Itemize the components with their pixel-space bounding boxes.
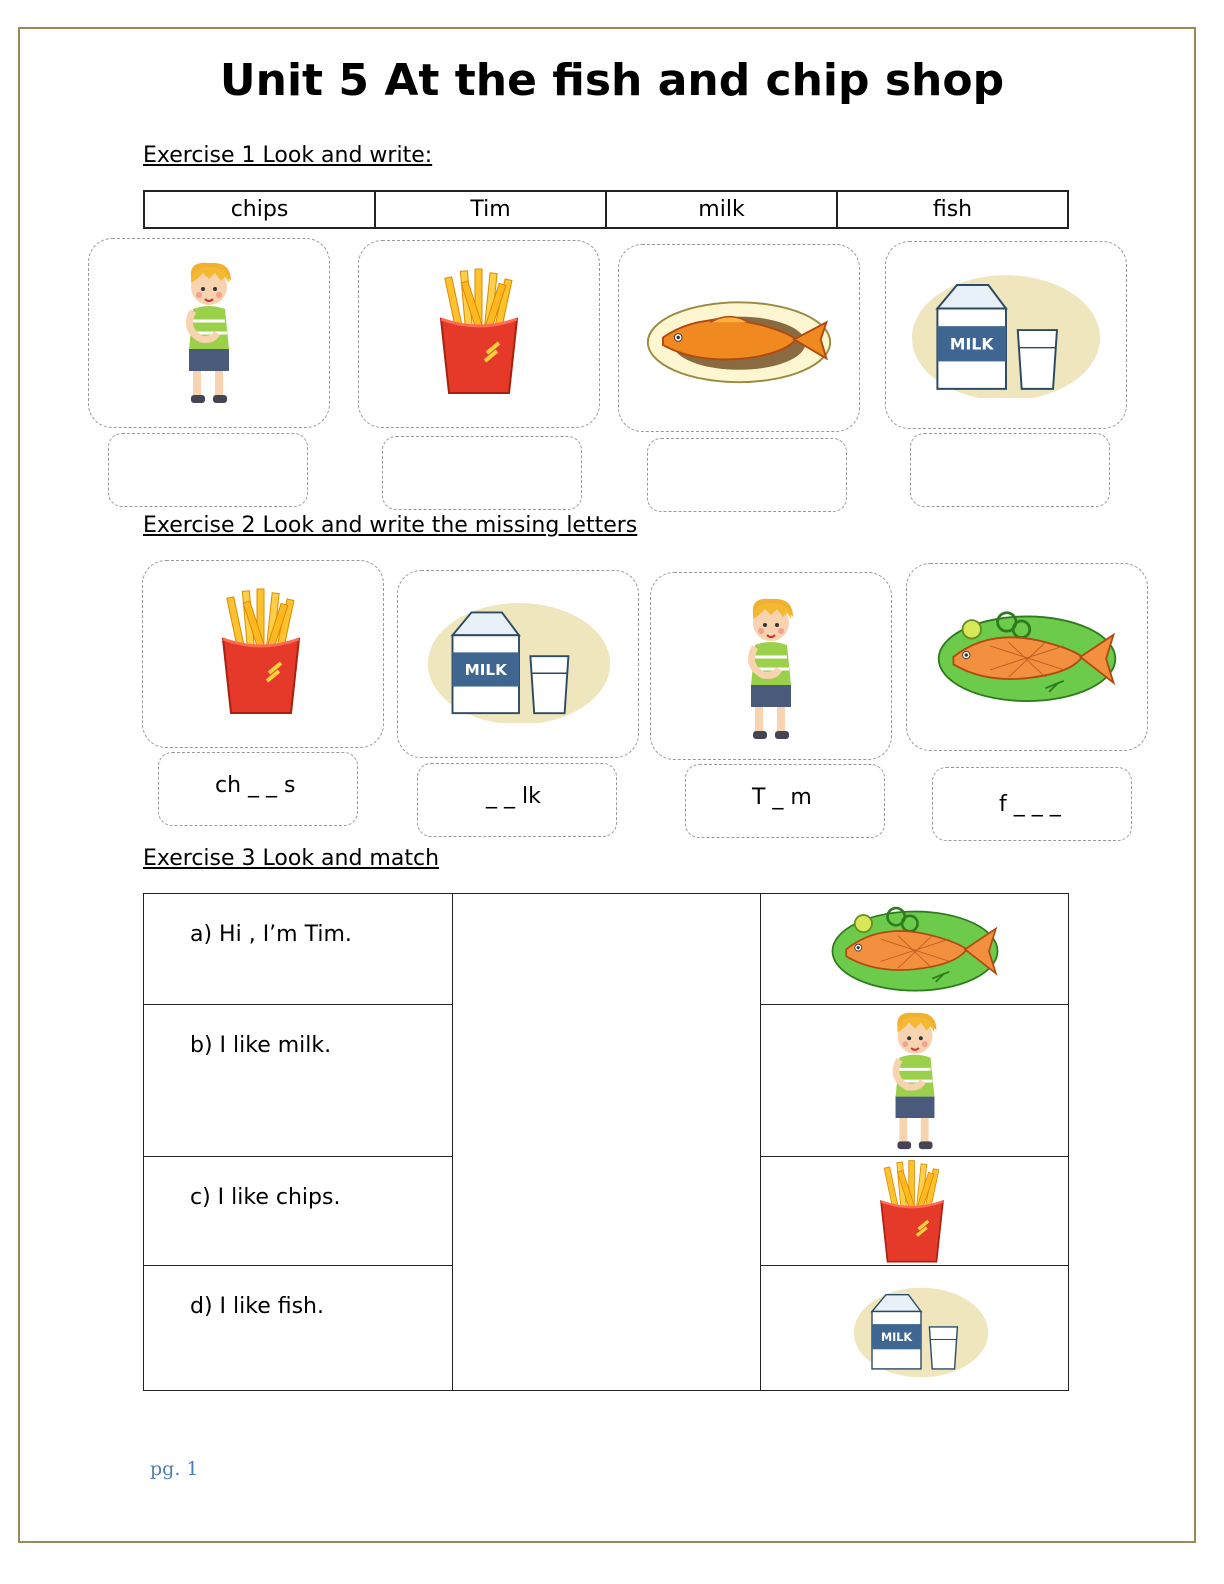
fish-plate-icon [829,896,1001,1001]
milk-icon [908,268,1104,398]
missing-letters-prompt: f _ _ _ [999,792,1061,817]
exercise2-heading: Exercise 2 Look and write the missing letters [143,513,638,538]
word-milk: milk [606,191,837,228]
picture-card [650,572,892,760]
answer-box[interactable] [417,763,617,837]
missing-letters-prompt: ch _ _ s [215,773,296,798]
picture-card [397,570,639,758]
picture-card [142,560,384,748]
answer-box[interactable] [685,764,885,838]
page-number: pg. 1 [150,1458,199,1480]
chips-icon [211,587,311,717]
answer-box[interactable] [910,433,1110,507]
picture-card [358,240,600,428]
missing-letters-prompt: T _ m [752,785,812,810]
fish-plate-icon [935,604,1119,708]
sentence-a: a) Hi , I’m Tim. [190,922,352,947]
answer-box[interactable] [108,433,308,507]
word-fish: fish [837,191,1068,228]
boy-icon [169,259,249,409]
sentence-b: b) I like milk. [190,1033,332,1058]
missing-letters-prompt: _ _ lk [486,784,541,809]
matching-space[interactable] [452,894,760,1391]
boy-icon [731,595,811,745]
answer-box[interactable] [158,752,358,826]
picture-card [885,241,1127,429]
answer-box[interactable] [932,767,1132,841]
matching-table [143,893,1069,1391]
answer-box[interactable] [647,438,847,512]
chips-icon [871,1159,953,1265]
milk-icon [424,595,614,723]
word-chips: chips [144,191,375,228]
exercise1-heading: Exercise 1 Look and write: [143,143,433,168]
fish-plate-icon [644,290,834,385]
word-tim: Tim [375,191,606,228]
picture-card [906,563,1148,751]
word-bank [143,190,1069,229]
exercise3-heading: Exercise 3 Look and match [143,846,440,871]
picture-card [618,244,860,432]
milk-icon [851,1272,991,1386]
chips-icon [429,267,529,397]
page-title: Unit 5 At the fish and chip shop [219,55,1005,106]
picture-card [88,238,330,428]
answer-box[interactable] [382,436,582,510]
sentence-c: c) I like chips. [190,1185,341,1210]
sentence-d: d) I like fish. [190,1294,324,1319]
boy-icon [875,1009,955,1155]
